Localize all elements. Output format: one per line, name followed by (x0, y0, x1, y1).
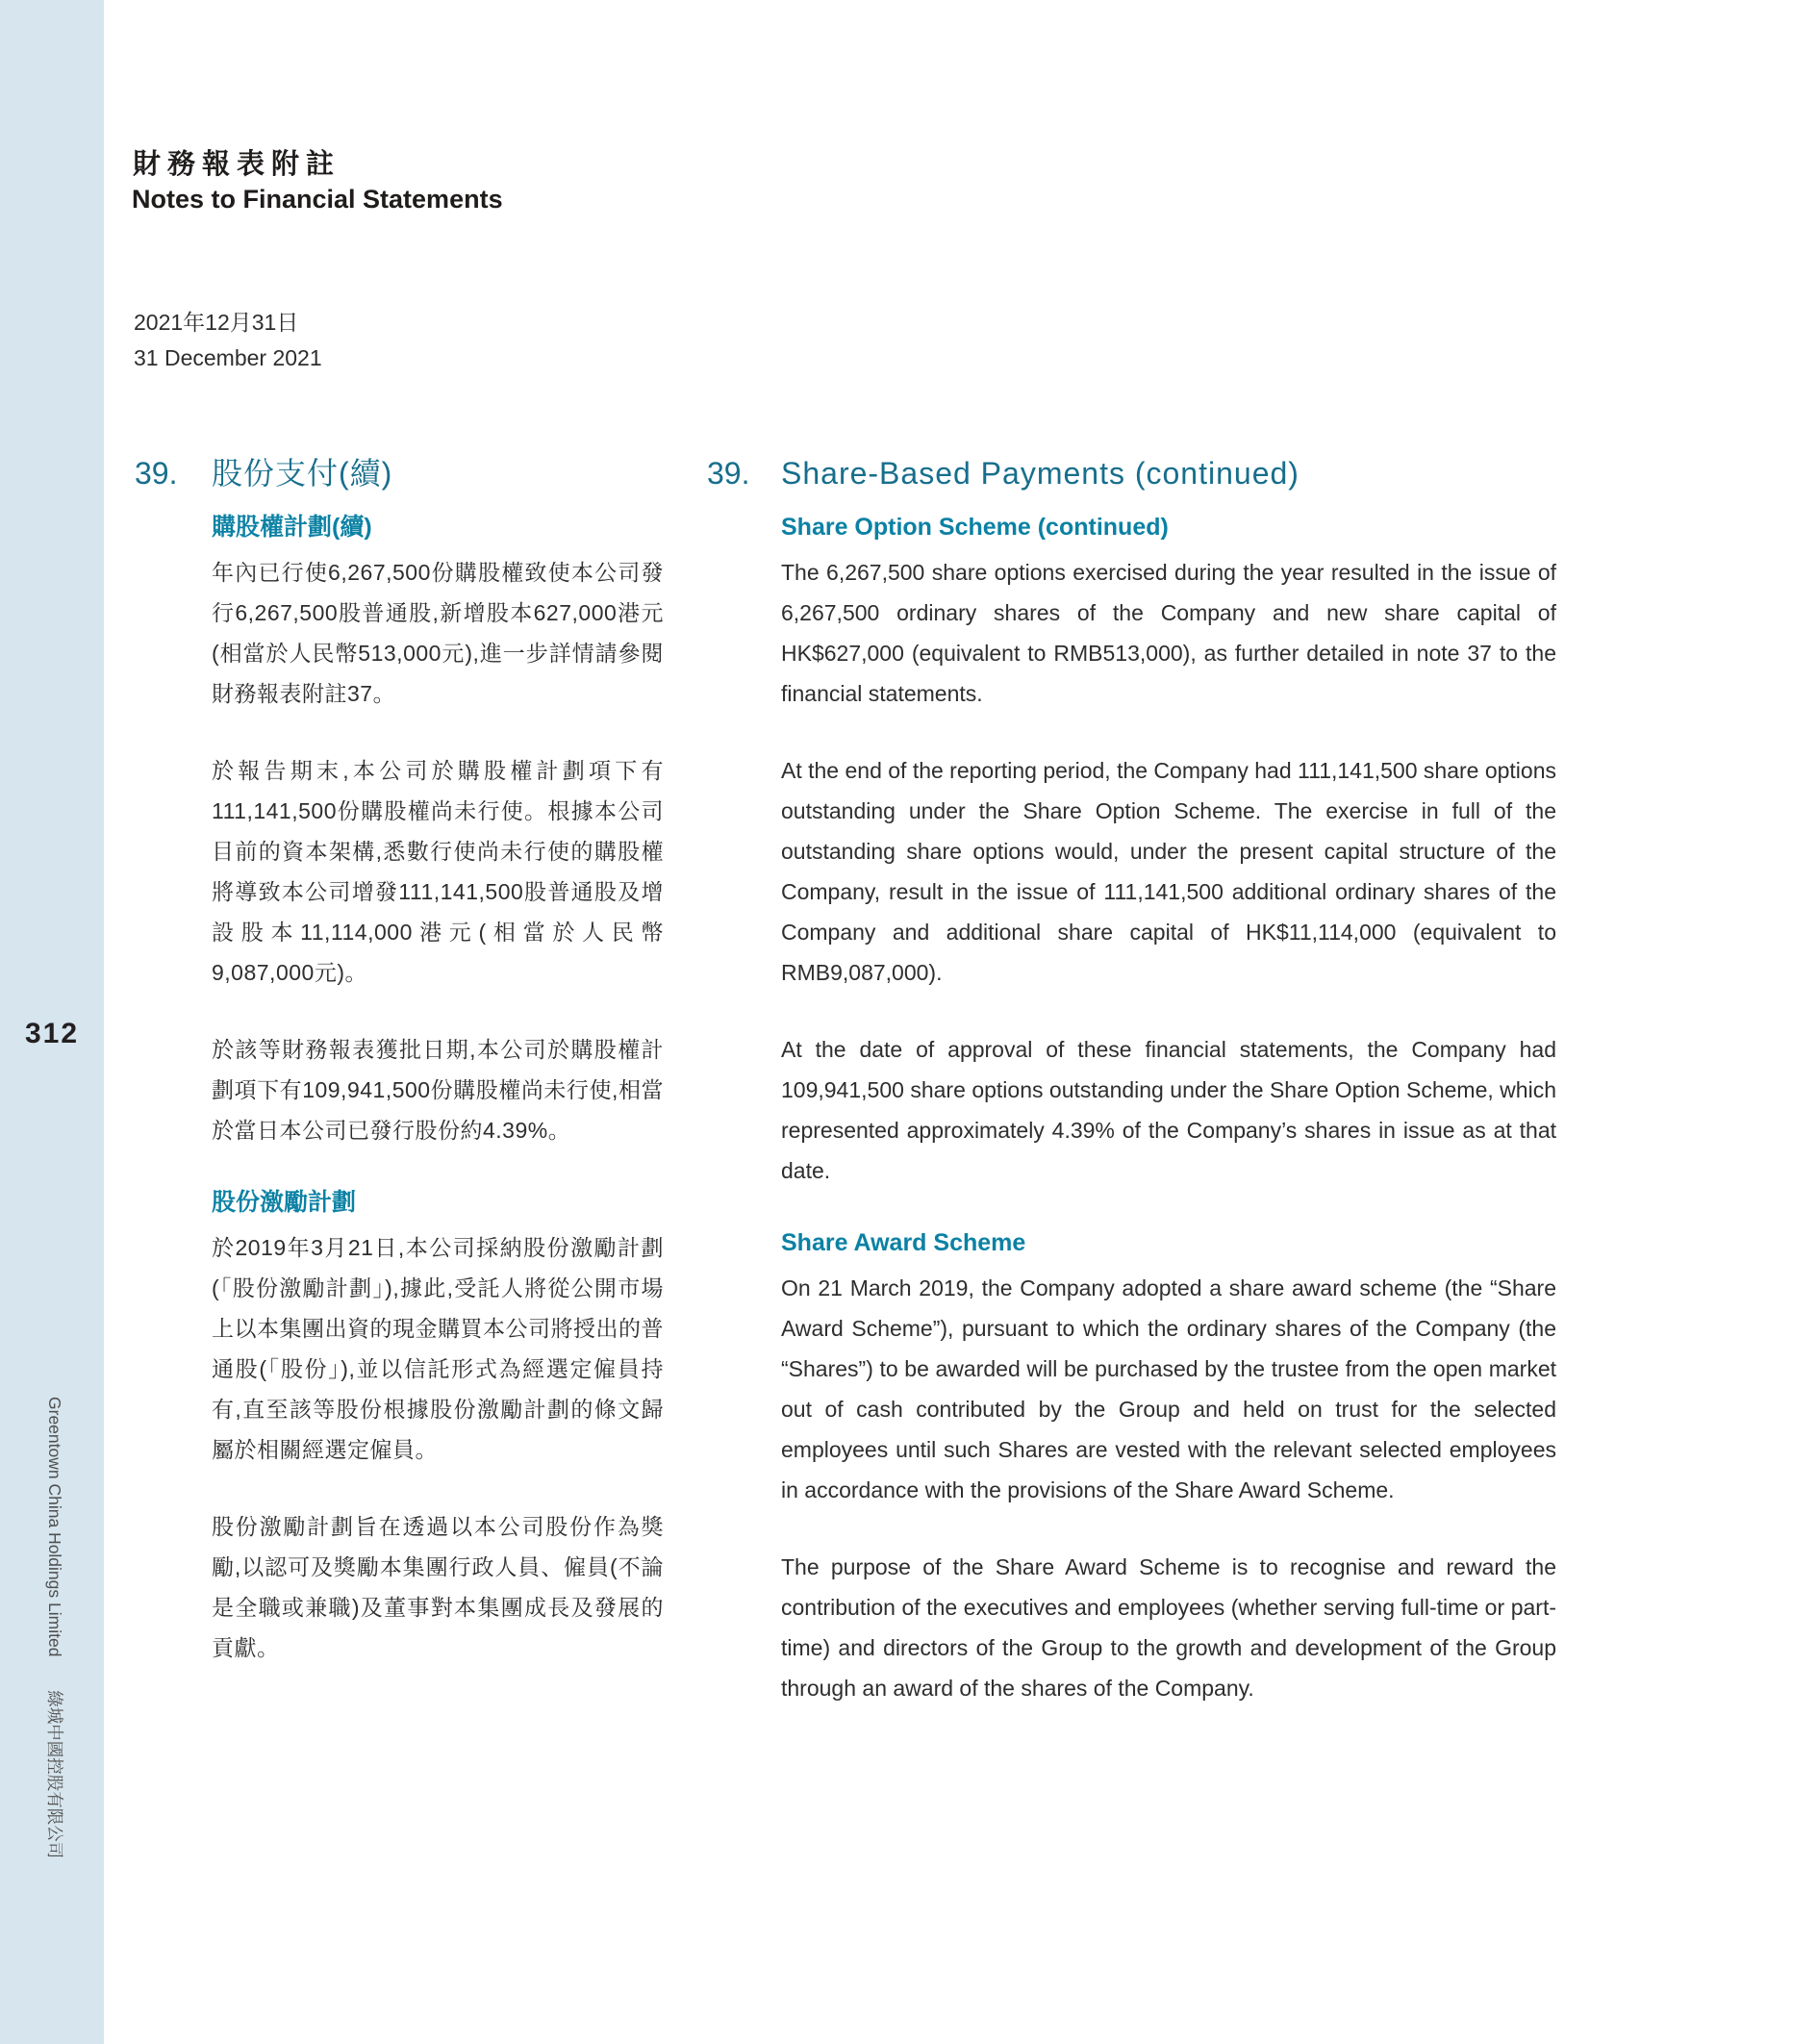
page-title-en: Notes to Financial Statements (132, 185, 503, 214)
paragraph-en-1: The 6,267,500 share options exercised during the year resulted in the issue of 6,267,500 ordinary shares of the Company and new share capital of HK$627,000 (equivalent to RMB513,000), as further detailed in note 37 to the financial statements. (781, 560, 1556, 706)
section-number-zh: 39. (135, 456, 178, 491)
paragraph-zh-4: 於2019年3月21日,本公司採納股份激勵計劃(「股份激勵計劃」),據此,受託人將從公開市場上以本集團出資的現金購買本公司將授出的普通股(「股份」),並以信託形式為經選定僱員持有,直至該等股份根據股份激勵計劃的條文歸屬於相關經選定僱員。 (212, 1235, 664, 1462)
column-chinese (212, 454, 664, 1668)
section-title-en: Share-Based Payments (continued) (781, 456, 1300, 491)
paragraph-en-5: The purpose of the Share Award Scheme is to recognise and reward the contribution of the executives and employees (whether serving full-time or part-time) and directors of the Group to the growth and development of the Group through an award of the shares of the Company. (781, 1554, 1556, 1701)
paragraph-en-3: At the date of approval of these financial statements, the Company had 109,941,500 share options outstanding under the Share Option Scheme, which represented approximately 4.39% of the Company’s shares in issue as at that date. (781, 1037, 1556, 1183)
spine-company-name-zh: 綠城中國控股有限公司 (45, 1690, 64, 1859)
page-number: 312 (24, 1018, 80, 1049)
subheading-share-award-scheme-en: Share Award Scheme (781, 1229, 1026, 1256)
report-date-zh: 2021年12月31日 (134, 310, 299, 335)
section-number-en: 39. (707, 456, 750, 491)
report-date-en: 31 December 2021 (134, 345, 322, 370)
paragraph-zh-5: 股份激勵計劃旨在透過以本公司股份作為獎勵,以認可及獎勵本集團行政人員、僱員(不論是全職或兼職)及董事對本集團成長及發展的貢獻。 (212, 1514, 664, 1660)
book-spine-text (43, 1397, 67, 1858)
paragraph-zh-2: 於報告期末,本公司於購股權計劃項下有111,141,500份購股權尚未行使。根據本公司目前的資本架構,悉數行使尚未行使的購股權將導致本公司增發111,141,500股普通股及增設股本11,114,000港元(相當於人民幣9,087,000元)。 (212, 758, 664, 985)
spine-company-name-en: Greentown China Holdings Limited (45, 1397, 64, 1657)
paragraph-en-2: At the end of the reporting period, the Company had 111,141,500 share options outstanding under the Share Option Scheme. The exercise in full of the outstanding share options would, under the present capital structure of the Company, result in the issue of 111,141,500 additional ordinary shares of the Company and additional share capital of HK$11,114,000 (equivalent to RMB9,087,000). (781, 758, 1556, 985)
paragraph-zh-3: 於該等財務報表獲批日期,本公司於購股權計劃項下有109,941,500份購股權尚未行使,相當於當日本公司已發行股份約4.39%。 (212, 1037, 664, 1143)
subheading-share-option-scheme-zh: 購股權計劃(續) (212, 514, 372, 541)
page-title-zh: 財務報表附註 (133, 147, 341, 180)
subheading-share-award-scheme-zh: 股份激勵計劃 (212, 1189, 357, 1216)
subheading-share-option-scheme-en: Share Option Scheme (continued) (781, 514, 1169, 541)
column-english (781, 454, 1556, 1708)
section-title-zh: 股份支付(續) (212, 456, 393, 491)
paragraph-zh-1: 年內已行使6,267,500份購股權致使本公司發行6,267,500股普通股,新增股本627,000港元(相當於人民幣513,000元),進一步詳情請參閱財務報表附註37。 (212, 560, 664, 706)
paragraph-en-4: On 21 March 2019, the Company adopted a share award scheme (the “Share Award Scheme”), pursuant to which the ordinary shares of the Company (the “Shares”) to be awarded will be purchased by the trustee from the open market out of cash contributed by the Group and held on trust for the selected employees until such Shares are vested with the relevant selected employees in accordance with the provisions of the Share Award Scheme. (781, 1275, 1556, 1502)
